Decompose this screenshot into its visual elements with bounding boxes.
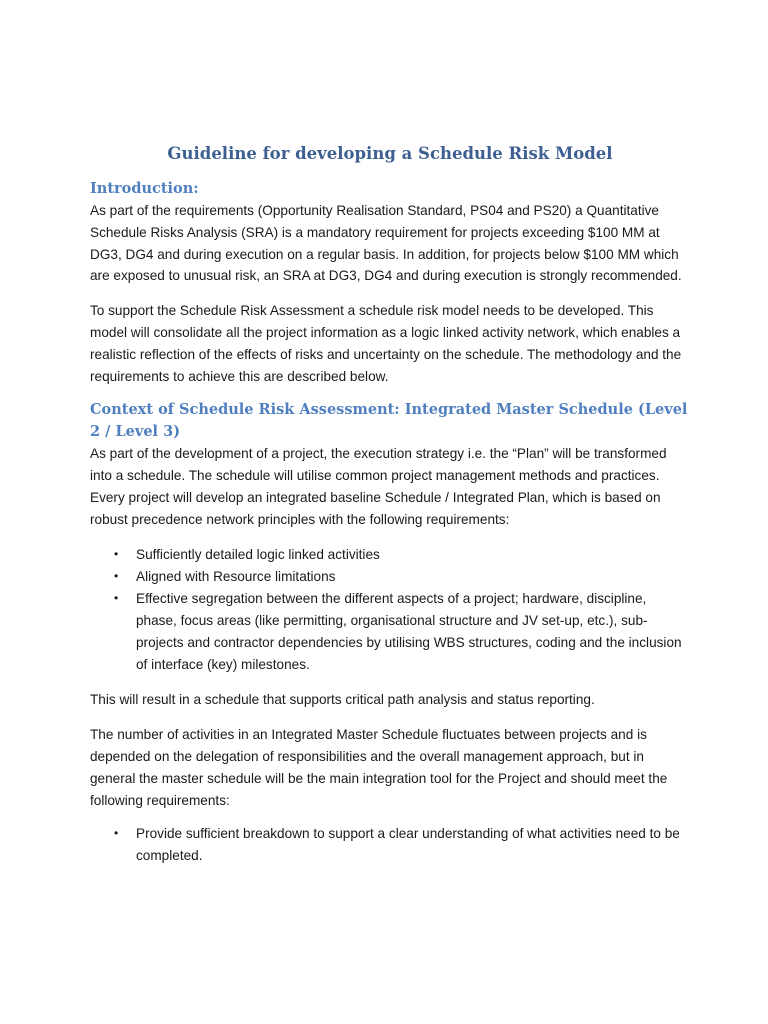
list-item — [90, 566, 690, 588]
list-item-text: Sufficiently detailed logic linked activities — [136, 546, 380, 562]
list-item — [90, 588, 690, 675]
context-intro-paragraph: As part of the development of a project, the execution strategy i.e. the “Plan” will be transformed into a schedule. The schedule will utilise common project management methods and practices. Every project will develop an integrated baseline Schedule / Integrated Plan, which is based on robust precedence network principles with the following requirements: — [90, 446, 667, 527]
list-item — [90, 544, 690, 566]
master-requirements-list — [90, 823, 690, 867]
bullet-icon: • — [114, 568, 119, 583]
context-section — [90, 399, 690, 867]
context-heading: Context of Schedule Risk Assessment: Integrated Master Schedule (Level 2 / Level 3) — [90, 401, 688, 441]
bullet-icon: • — [114, 826, 119, 841]
introduction-paragraph-2: To support the Schedule Risk Assessment a schedule risk model needs to be developed. This model will consolidate all the project information as a logic linked activity network, which enables a realistic reflection of the effects of risks and uncertainty on the schedule. The methodology and the requirements to achieve this are described below. — [90, 303, 682, 384]
list-item-text: Provide sufficient breakdown to support a clear understanding of what activities need to be completed. — [136, 826, 680, 864]
document-page — [90, 142, 690, 881]
list-item-text: Aligned with Resource limitations — [136, 568, 336, 584]
introduction-paragraph-1: As part of the requirements (Opportunity Realisation Standard, PS04 and PS20) a Quantitative Schedule Risks Analysis (SRA) is a mandatory requirement for projects exceeding $100 MM at DG3, DG4 and during execution on a regular basis. In addition, for projects below $100 MM which are exposed to unusual risk, an SRA at DG3, DG4 and during execution is strongly recommended. — [90, 203, 682, 284]
introduction-heading: Introduction: — [90, 180, 199, 197]
list-item-text: Effective segregation between the different aspects of a project; hardware, discipline, phase, focus areas (like permitting, organisational structure and JV set-up, etc.), sub-projects and contractor dependencies by utilising WBS structures, coding and the inclusion of interface (key) milestones. — [136, 591, 682, 672]
bullet-icon: • — [114, 546, 119, 561]
list-item — [90, 823, 690, 867]
document-title: Guideline for developing a Schedule Risk Model — [167, 144, 613, 163]
bullet-icon: • — [114, 591, 119, 606]
result-paragraph: This will result in a schedule that supports critical path analysis and status reporting. — [90, 692, 595, 708]
activities-paragraph: The number of activities in an Integrated Master Schedule fluctuates between projects and is depended on the delegation of responsibilities and the overall management approach, but in general the master schedule will be the main integration tool for the Project and should meet the following requirements: — [90, 727, 668, 808]
requirements-list — [90, 544, 690, 676]
introduction-section — [90, 178, 690, 387]
